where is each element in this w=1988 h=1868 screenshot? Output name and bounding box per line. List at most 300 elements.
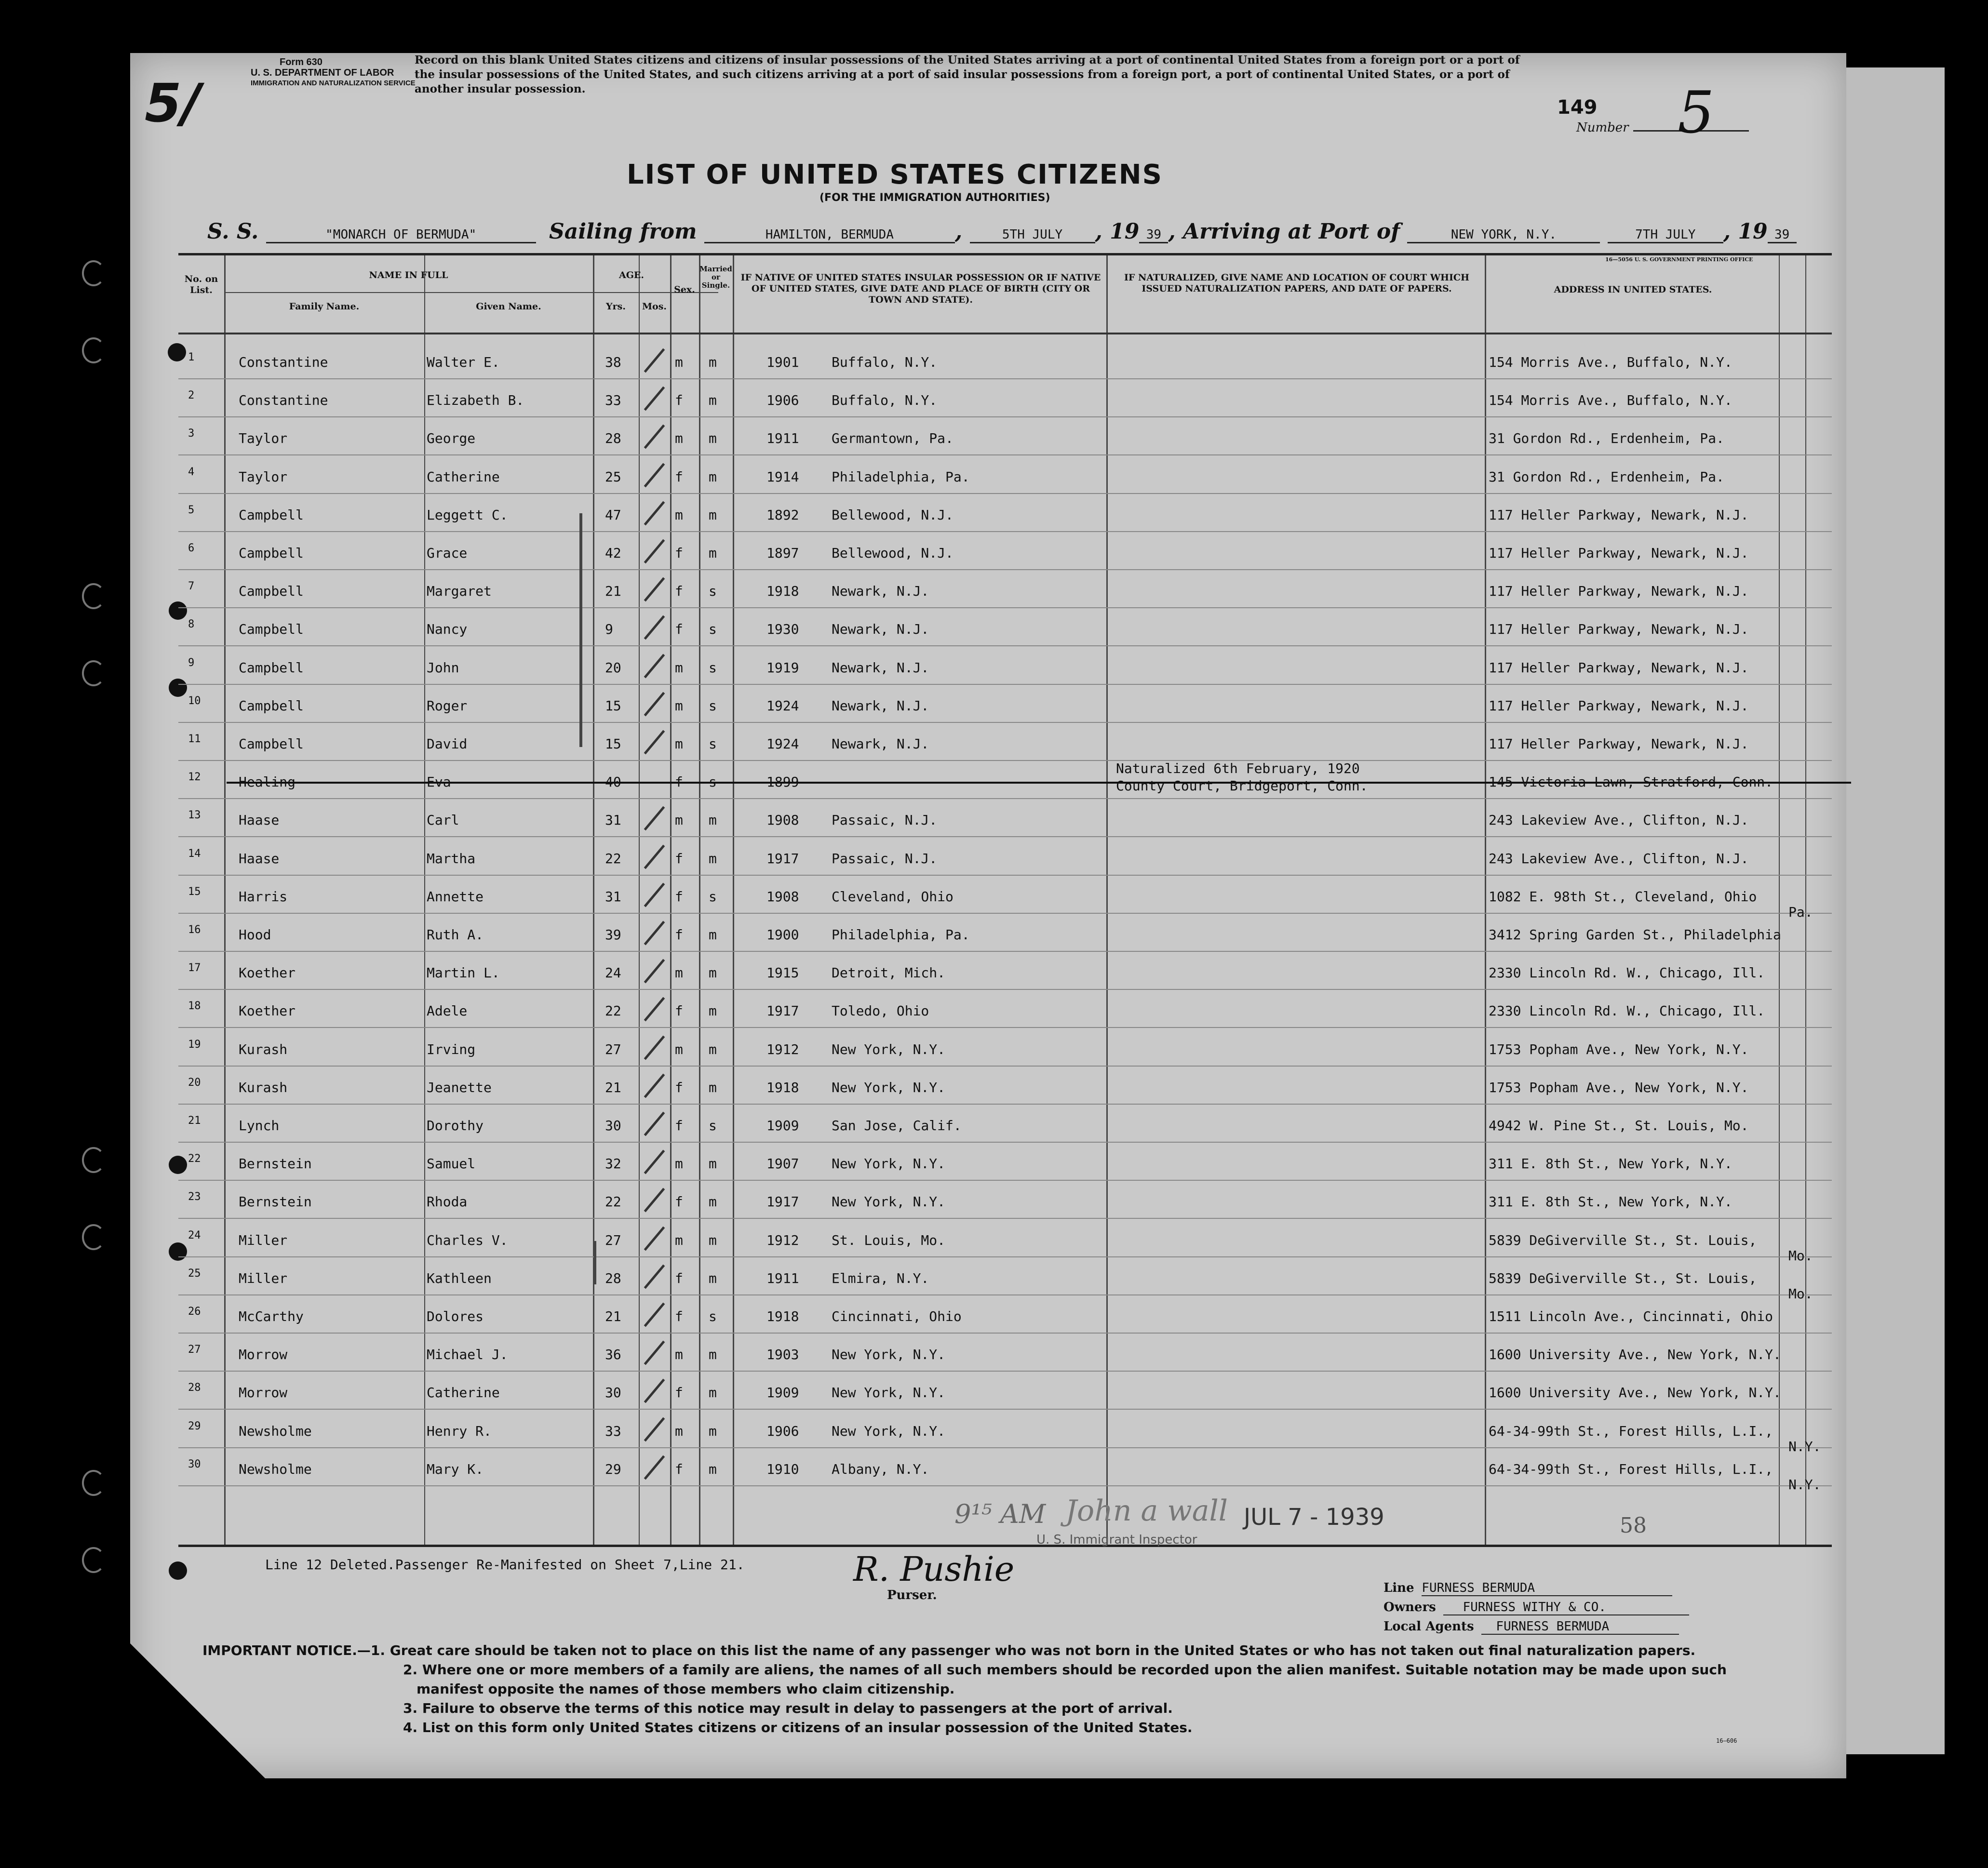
birth-place: New York, N.Y.: [832, 1347, 946, 1363]
page-subtitle: (FOR THE IMMIGRATION AUTHORITIES): [819, 192, 1050, 204]
birth-year: 1918: [766, 1079, 799, 1095]
line-value: FURNESS BERMUDA: [1422, 1581, 1672, 1596]
marital-status: m: [709, 430, 717, 447]
address: 1600 University Ave., New York, N.Y.: [1489, 1385, 1781, 1401]
row-rule: [178, 1104, 1832, 1105]
address: 2330 Lincoln Rd. W., Chicago, Ill.: [1489, 965, 1765, 981]
row-rule: [178, 722, 1832, 723]
col-divider: [1106, 255, 1108, 1545]
row-rule: [178, 684, 1832, 685]
address: 1753 Popham Ave., New York, N.Y.: [1489, 1041, 1749, 1057]
row-number: 29: [188, 1420, 201, 1432]
address-continuation: Mo.: [1788, 1247, 1813, 1264]
sex: m: [675, 736, 683, 752]
given-name: Martha: [427, 850, 476, 867]
age-years: 22: [605, 850, 621, 867]
row-rule: [178, 1333, 1832, 1334]
marital-status: m: [709, 927, 717, 943]
departure-year: 39: [1139, 227, 1168, 243]
birth-year: 1897: [766, 545, 799, 561]
birth-place: Newark, N.J.: [832, 583, 929, 600]
row-number: 14: [188, 847, 201, 860]
row-rule: [178, 531, 1832, 532]
given-name: Samuel: [427, 1156, 476, 1172]
row-number: 3: [188, 427, 195, 440]
sex: m: [675, 697, 683, 714]
sex: f: [675, 392, 683, 409]
birth-year: 1911: [766, 1270, 799, 1286]
check-mark: [644, 387, 665, 411]
family-name: Bernstein: [239, 1156, 312, 1172]
printer-note: 16—5056 U. S. GOVERNMENT PRINTING OFFICE: [1605, 256, 1753, 263]
sex: m: [675, 1232, 683, 1248]
row-number: 8: [188, 618, 195, 631]
family-name: Kurash: [239, 1041, 288, 1057]
departure-date: 5TH JULY: [970, 227, 1095, 243]
given-name: Elizabeth B.: [427, 392, 524, 409]
family-name: Koether: [239, 1003, 296, 1019]
row-rule: [178, 1447, 1832, 1448]
col-header-sex: Sex.: [674, 284, 695, 295]
sex: f: [675, 1385, 683, 1401]
notice-item-3: 3. Failure to observe the terms of this notice may result in delay to passengers at the port of arrival.: [403, 1700, 1173, 1716]
row-number: 22: [188, 1153, 201, 1165]
family-name: Constantine: [239, 354, 328, 370]
binder-ring: [82, 660, 105, 686]
row-rule: [178, 1142, 1832, 1143]
row-number: 12: [188, 771, 201, 784]
sex: m: [675, 1156, 683, 1172]
given-name: John: [427, 659, 459, 676]
birth-place: Detroit, Mich.: [832, 965, 946, 981]
sex: m: [675, 812, 683, 828]
col-header-birth: IF NATIVE OF UNITED STATES INSULAR POSSESSION OR IF NATIVE OF UNITED STATES, GIVE DATE AND PLACE OF BIRTH (CITY OR TOWN AND STATE).: [740, 272, 1101, 305]
row-number: 30: [188, 1458, 201, 1470]
marital-status: m: [709, 392, 717, 409]
row-number: 11: [188, 733, 201, 745]
col-divider: [593, 255, 594, 1545]
check-mark: [644, 463, 665, 487]
form-instructions: Record on this blank United States citizens and citizens of insular possessions of the United States arriving at a port of continental United States from a foreign port or a port of the insular possessions of the United States, and such citizens arriving at a port of said insular possessions from a foreign port, a port of continental United States, or a port of another insular possession.: [415, 53, 1520, 95]
given-name: Roger: [427, 697, 468, 714]
arrival-date: 7TH JULY: [1608, 227, 1723, 243]
departure-port: HAMILTON, BERMUDA: [704, 227, 955, 243]
given-name: Leggett C.: [427, 507, 508, 523]
check-mark: [644, 692, 665, 716]
number-field: [1576, 120, 1749, 135]
check-mark: [644, 1264, 665, 1289]
row-rule: [178, 798, 1832, 799]
marital-status: m: [709, 507, 717, 523]
given-name: Charles V.: [427, 1232, 508, 1248]
given-name: Ruth A.: [427, 927, 484, 943]
age-years: 40: [605, 774, 621, 790]
birth-year: 1919: [766, 659, 799, 676]
row-number: 13: [188, 809, 201, 822]
sex: f: [675, 774, 683, 790]
birth-place: Germantown, Pa.: [832, 430, 954, 447]
address: 1511 Lincoln Ave., Cincinnati, Ohio: [1489, 1308, 1773, 1324]
marital-status: s: [709, 583, 717, 600]
row-rule: [178, 1256, 1832, 1257]
age-years: 27: [605, 1232, 621, 1248]
birth-place: Elmira, N.Y.: [832, 1270, 929, 1286]
birth-year: 1914: [766, 468, 799, 485]
birth-place: New York, N.Y.: [832, 1423, 946, 1439]
address: 64-34-99th St., Forest Hills, L.I.,: [1489, 1461, 1773, 1477]
address: 154 Morris Ave., Buffalo, N.Y.: [1489, 392, 1733, 409]
sex: m: [675, 507, 683, 523]
birth-place: Cleveland, Ohio: [832, 888, 954, 905]
sex: f: [675, 583, 683, 600]
sex: m: [675, 659, 683, 676]
family-name: Bernstein: [239, 1194, 312, 1210]
birth-place: Newark, N.J.: [832, 621, 929, 638]
line-label: Line: [1384, 1581, 1414, 1595]
address: 117 Heller Parkway, Newark, N.J.: [1489, 736, 1749, 752]
given-name: Catherine: [427, 1385, 500, 1401]
marital-status: m: [709, 1003, 717, 1019]
birth-year: 1912: [766, 1041, 799, 1057]
col-divider: [639, 255, 640, 1545]
owners-field: [1384, 1600, 1689, 1615]
row-rule: [178, 1485, 1832, 1486]
address: 31 Gordon Rd., Erdenheim, Pa.: [1489, 430, 1724, 447]
date-stamp: JUL 7 - 1939: [1244, 1504, 1384, 1531]
age-years: 30: [605, 1118, 621, 1134]
col-header-no: No. on List.: [184, 274, 218, 295]
family-name: Morrow: [239, 1347, 288, 1363]
family-name: Campbell: [239, 697, 304, 714]
birth-place: Buffalo, N.Y.: [832, 392, 938, 409]
birth-place: Passaic, N.J.: [832, 812, 938, 828]
given-name: Adele: [427, 1003, 468, 1019]
given-name: Kathleen: [427, 1270, 492, 1286]
marital-status: m: [709, 965, 717, 981]
marital-status: m: [709, 545, 717, 561]
row-rule: [178, 1027, 1832, 1028]
binder-ring: [82, 583, 105, 609]
marital-status: s: [709, 1308, 717, 1324]
row-rule: [178, 1218, 1832, 1219]
birth-place: Passaic, N.J.: [832, 850, 938, 867]
col-divider: [1805, 255, 1806, 1545]
marital-status: m: [709, 1156, 717, 1172]
marital-status: s: [709, 888, 717, 905]
row-rule: [178, 454, 1832, 455]
naturalization-date: Naturalized 6th February, 1920: [1116, 761, 1360, 777]
marital-status: m: [709, 1194, 717, 1210]
address: 154 Morris Ave., Buffalo, N.Y.: [1489, 354, 1733, 370]
age-years: 21: [605, 1079, 621, 1095]
family-name: Taylor: [239, 430, 288, 447]
birth-year: 1912: [766, 1232, 799, 1248]
marital-status: m: [709, 1232, 717, 1248]
row-rule: [178, 1180, 1832, 1181]
given-name: George: [427, 430, 476, 447]
row-number: 10: [188, 694, 201, 707]
naturalization-court: County Court, Bridgeport, Conn.: [1116, 778, 1368, 794]
birth-place: New York, N.Y.: [832, 1156, 946, 1172]
check-mark: [644, 615, 665, 640]
col-header-age: AGE.: [618, 270, 645, 280]
given-name: Jeanette: [427, 1079, 492, 1095]
birth-year: 1924: [766, 697, 799, 714]
notice-item-2-cont: manifest opposite the names of those members who claim citizenship.: [416, 1681, 955, 1697]
check-mark: [644, 539, 665, 564]
birth-year: 1901: [766, 354, 799, 370]
marital-status: m: [709, 1423, 717, 1439]
check-mark: [644, 844, 665, 869]
address: 5839 DeGiverville St., St. Louis,: [1489, 1232, 1757, 1248]
address: 1082 E. 98th St., Cleveland, Ohio: [1489, 888, 1757, 905]
deletion-strike-line: [227, 782, 1851, 784]
row-number: 18: [188, 1000, 201, 1013]
family-name: Campbell: [239, 583, 304, 600]
given-name: Nancy: [427, 621, 468, 638]
given-name: Dolores: [427, 1308, 484, 1324]
row-number: 24: [188, 1229, 201, 1241]
col-header-years: Yrs.: [606, 301, 626, 312]
address: 5839 DeGiverville St., St. Louis,: [1489, 1270, 1757, 1286]
address: 2330 Lincoln Rd. W., Chicago, Ill.: [1489, 1003, 1765, 1019]
family-name: McCarthy: [239, 1308, 304, 1324]
age-years: 31: [605, 888, 621, 905]
address: 1600 University Ave., New York, N.Y.: [1489, 1347, 1781, 1363]
birth-year: 1903: [766, 1347, 799, 1363]
given-name: Carl: [427, 812, 459, 828]
check-mark: [644, 1188, 665, 1213]
sex: f: [675, 850, 683, 867]
voyage-line: S. S. "MONARCH OF BERMUDA" Sailing from HAMILTON, BERMUDA , 5TH JULY , 19 39 , Arriving at Port of NEW YORK, N.Y. 7TH JULY , 19 39: [207, 219, 1797, 244]
marital-status: m: [709, 1041, 717, 1057]
arrival-port: NEW YORK, N.Y.: [1407, 227, 1600, 243]
birth-year: 1908: [766, 888, 799, 905]
birth-place: New York, N.Y.: [832, 1041, 946, 1057]
birth-year: 1906: [766, 1423, 799, 1439]
row-number: 20: [188, 1076, 201, 1089]
given-name: Irving: [427, 1041, 476, 1057]
row-rule: [178, 836, 1832, 837]
given-name: Henry R.: [427, 1423, 492, 1439]
family-name: Campbell: [239, 507, 304, 523]
age-years: 15: [605, 697, 621, 714]
family-name: Campbell: [239, 659, 304, 676]
family-name: Miller: [239, 1270, 288, 1286]
birth-place: Philadelphia, Pa.: [832, 927, 970, 943]
row-rule: [178, 569, 1832, 570]
age-years: 25: [605, 468, 621, 485]
given-name: Margaret: [427, 583, 492, 600]
row-number: 15: [188, 885, 201, 898]
owners-value: FURNESS WITHY & CO.: [1443, 1600, 1689, 1615]
col-header-months: Mos.: [642, 301, 667, 312]
marital-status: s: [709, 659, 717, 676]
binder-ring: [82, 337, 105, 363]
given-name: Grace: [427, 545, 468, 561]
address-continuation: Mo.: [1788, 1285, 1813, 1302]
check-mark: [644, 921, 665, 946]
family-name: Morrow: [239, 1385, 288, 1401]
row-rule: [178, 607, 1832, 608]
row-rule: [178, 416, 1832, 417]
row-rule: [178, 645, 1832, 646]
check-mark: [644, 730, 665, 755]
family-name: Campbell: [239, 736, 304, 752]
age-years: 31: [605, 812, 621, 828]
age-years: 21: [605, 1308, 621, 1324]
row-number: 9: [188, 656, 195, 669]
address: 117 Heller Parkway, Newark, N.J.: [1489, 507, 1749, 523]
birth-place: Cincinnati, Ohio: [832, 1308, 962, 1324]
sex: f: [675, 545, 683, 561]
binder-ring: [82, 1147, 105, 1173]
birth-place: Buffalo, N.Y.: [832, 354, 938, 370]
marital-status: m: [709, 1385, 717, 1401]
row-number: 19: [188, 1038, 201, 1051]
age-years: 47: [605, 507, 621, 523]
family-name: Haase: [239, 850, 280, 867]
row-rule: [178, 1294, 1832, 1295]
birth-place: Philadelphia, Pa.: [832, 468, 970, 485]
form-number: Form 630: [280, 57, 322, 67]
marital-status: s: [709, 1118, 717, 1134]
age-years: 15: [605, 736, 621, 752]
sex: m: [675, 965, 683, 981]
department-name: U. S. DEPARTMENT OF LABOR: [251, 67, 394, 78]
check-mark: [644, 1417, 665, 1441]
row-number: 5: [188, 504, 195, 516]
marital-status: m: [709, 1079, 717, 1095]
binder-ring: [82, 260, 105, 286]
birth-year: 1915: [766, 965, 799, 981]
check-mark: [644, 577, 665, 602]
notice-item-1: Great care should be taken not to place on this list the name of any passenger who was not born in the United States or who has not taken out final naturalization papers.: [390, 1642, 1696, 1658]
row-rule: [178, 1371, 1832, 1372]
family-name: Kurash: [239, 1079, 288, 1095]
age-years: 28: [605, 430, 621, 447]
address: 31 Gordon Rd., Erdenheim, Pa.: [1489, 468, 1724, 485]
ship-name: "MONARCH OF BERMUDA": [266, 227, 536, 243]
notice-item-4: 4. List on this form only United States citizens or citizens of an insular possession of the United States.: [403, 1720, 1193, 1735]
address: 311 E. 8th St., New York, N.Y.: [1489, 1156, 1733, 1172]
col-header-married: Married or Single.: [699, 265, 732, 290]
age-years: 36: [605, 1347, 621, 1363]
marital-status: s: [709, 736, 717, 752]
row-number: 23: [188, 1191, 201, 1203]
row-number: 16: [188, 924, 201, 936]
marital-status: s: [709, 621, 717, 638]
marital-status: s: [709, 774, 717, 790]
owners-label: Owners: [1384, 1600, 1436, 1614]
sex: m: [675, 1041, 683, 1057]
age-years: 38: [605, 354, 621, 370]
sex: f: [675, 468, 683, 485]
col-header-given: Given Name.: [476, 301, 541, 312]
age-years: 32: [605, 1156, 621, 1172]
family-name: Healing: [239, 774, 296, 790]
age-years: 39: [605, 927, 621, 943]
marital-status: m: [709, 468, 717, 485]
row-number: 21: [188, 1115, 201, 1127]
given-name: Dorothy: [427, 1118, 484, 1134]
age-years: 21: [605, 583, 621, 600]
row-rule: [178, 989, 1832, 990]
service-name: IMMIGRATION AND NATURALIZATION SERVICE: [251, 79, 416, 87]
row-rule: [178, 1409, 1832, 1410]
notice-heading: IMPORTANT NOTICE.—1.: [202, 1642, 385, 1658]
sex: f: [675, 1194, 683, 1210]
check-mark: [644, 1112, 665, 1136]
name-subheader-rule: [224, 292, 718, 293]
address: 64-34-99th St., Forest Hills, L.I.,: [1489, 1423, 1773, 1439]
binder-ring: [82, 1224, 105, 1250]
purser-signature: R. Pushie: [853, 1549, 1015, 1589]
birth-year: 1909: [766, 1385, 799, 1401]
col-header-address: ADDRESS IN UNITED STATES.: [1554, 284, 1712, 295]
time-note: 9¹⁵ AM: [954, 1499, 1046, 1529]
family-name: Taylor: [239, 468, 288, 485]
given-name: Rhoda: [427, 1194, 468, 1210]
check-mark: [644, 959, 665, 984]
pencil-bracket-mark: [594, 1241, 596, 1284]
col-header-family: Family Name.: [289, 301, 360, 312]
family-name: Koether: [239, 965, 296, 981]
agents-label: Local Agents: [1384, 1619, 1474, 1634]
family-name: Constantine: [239, 392, 328, 409]
age-years: 33: [605, 1423, 621, 1439]
pencil-bracket-mark: [579, 513, 582, 747]
punch-hole: [169, 1561, 187, 1580]
age-years: 28: [605, 1270, 621, 1286]
check-mark: [644, 1455, 665, 1480]
row-number: 6: [188, 542, 195, 554]
age-years: 42: [605, 545, 621, 561]
birth-place: Newark, N.J.: [832, 659, 929, 676]
family-name: Newsholme: [239, 1461, 312, 1477]
marital-status: s: [709, 697, 717, 714]
sex: f: [675, 1079, 683, 1095]
given-name: Annette: [427, 888, 484, 905]
address: 3412 Spring Garden St., Philadelphia: [1489, 927, 1781, 943]
col-header-name: NAME IN FULL: [369, 270, 448, 280]
given-name: David: [427, 736, 468, 752]
age-years: 27: [605, 1041, 621, 1057]
family-name: Miller: [239, 1232, 288, 1248]
sex: m: [675, 1347, 683, 1363]
marital-status: m: [709, 1347, 717, 1363]
birth-year: 1899: [766, 774, 799, 790]
birth-place: Bellewood, N.J.: [832, 545, 954, 561]
check-mark: [644, 882, 665, 907]
birth-place: Newark, N.J.: [832, 697, 929, 714]
address: 243 Lakeview Ave., Clifton, N.J.: [1489, 850, 1749, 867]
col-divider: [1485, 255, 1486, 1545]
binder-ring: [82, 1470, 105, 1496]
address: 117 Heller Parkway, Newark, N.J.: [1489, 697, 1749, 714]
birth-place: Toledo, Ohio: [832, 1003, 929, 1019]
row-rule: [178, 951, 1832, 952]
birth-place: New York, N.Y.: [832, 1079, 946, 1095]
marital-status: m: [709, 812, 717, 828]
check-mark: [644, 806, 665, 831]
check-mark: [644, 997, 665, 1022]
col-divider: [699, 255, 700, 1545]
handwritten-number: 149: [1557, 96, 1598, 119]
line-field: [1384, 1581, 1672, 1596]
agents-value: FURNESS BERMUDA: [1481, 1619, 1679, 1635]
check-mark: [644, 1226, 665, 1251]
